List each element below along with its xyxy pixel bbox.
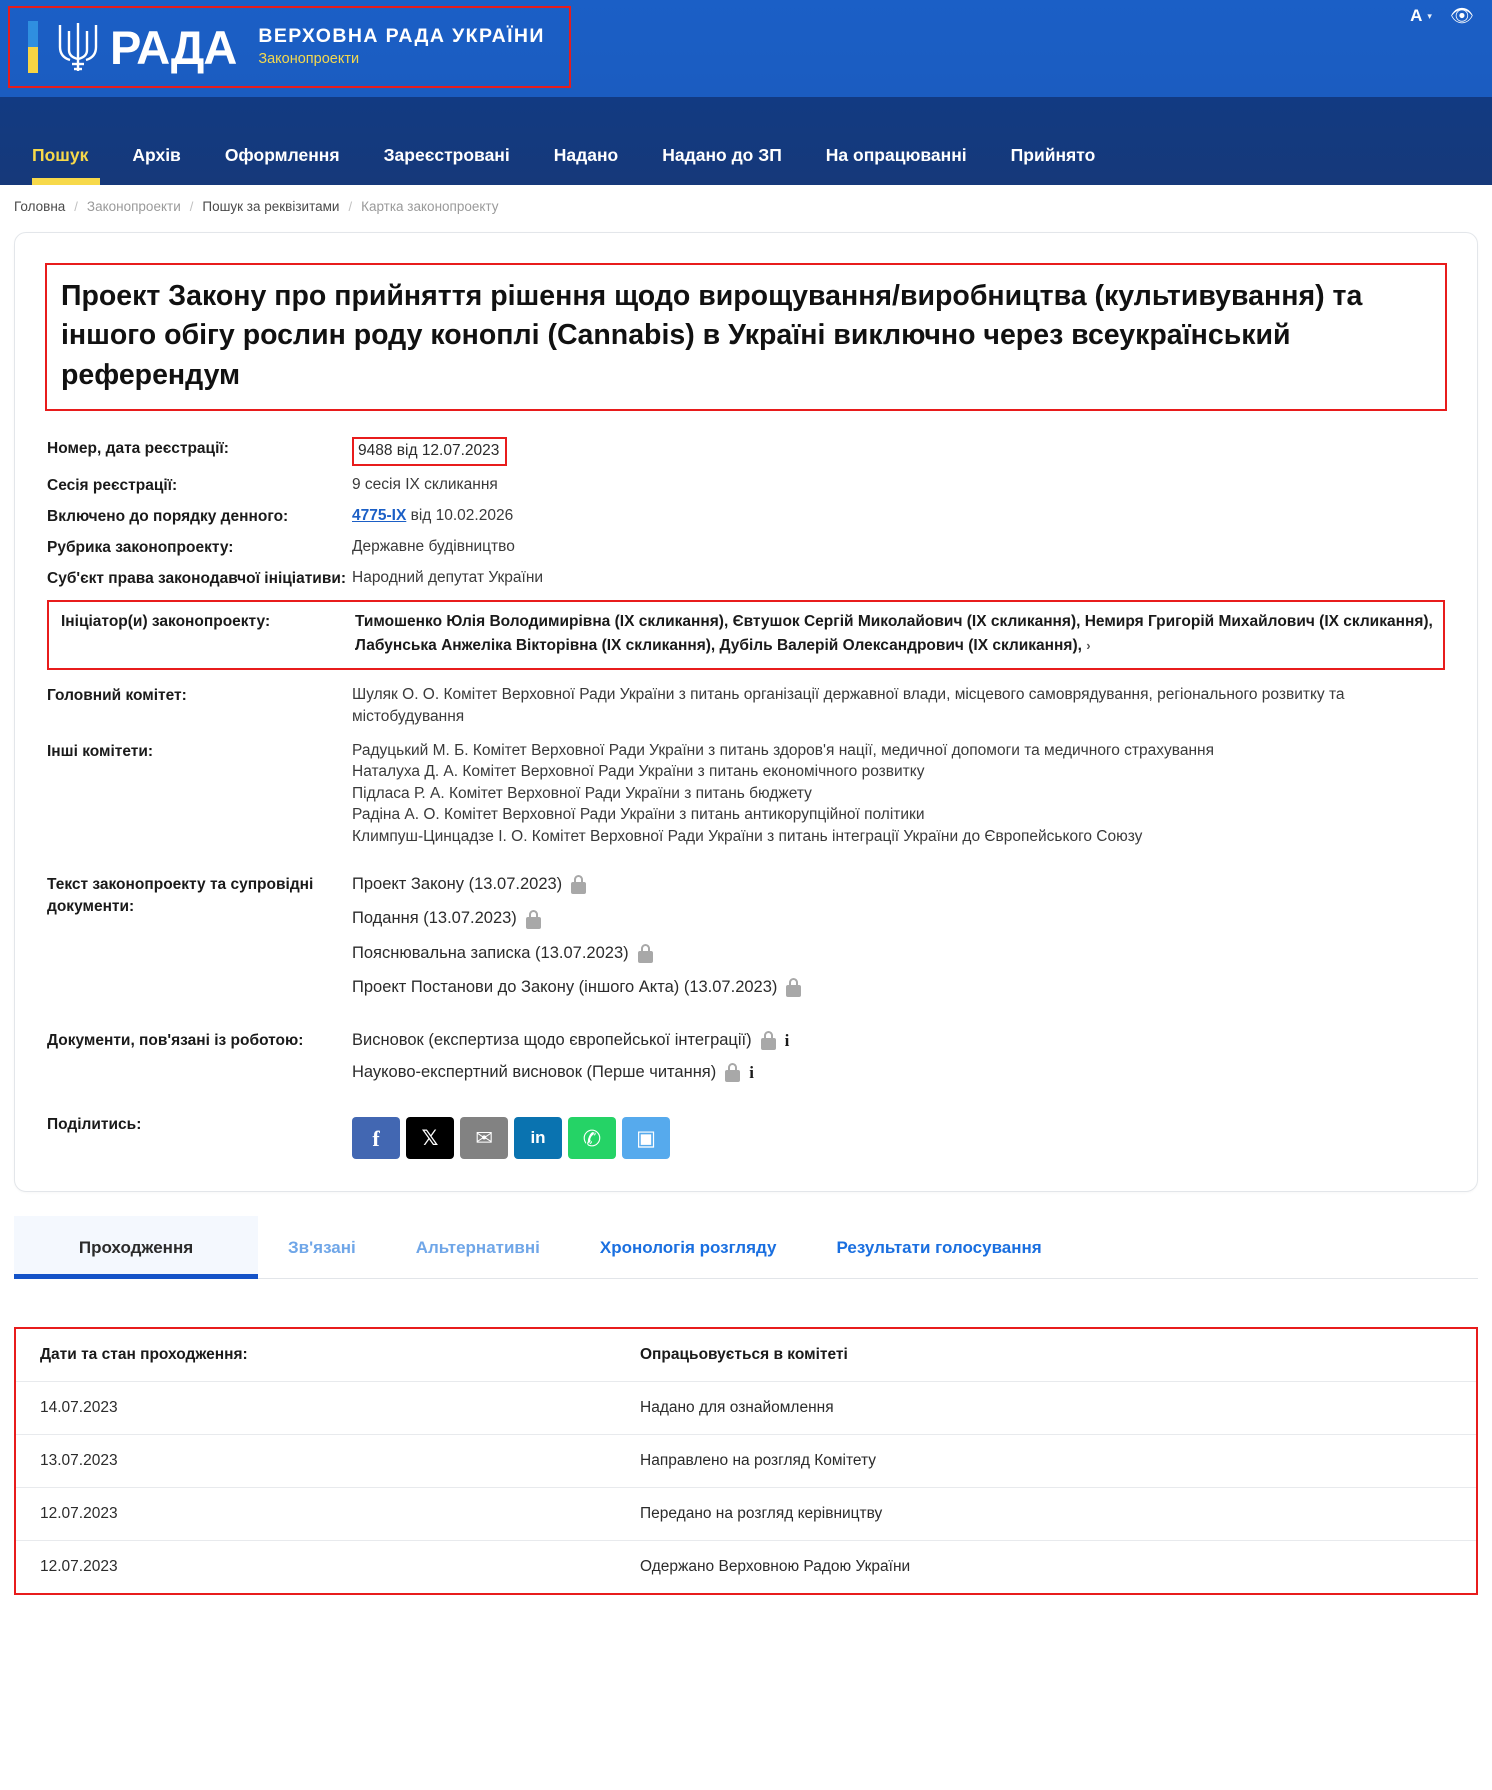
chevron-down-icon: ▾ [1427, 10, 1432, 21]
committee-item: Наталуха Д. А. Комітет Верховної Ради України з питань економічного розвитку [352, 763, 925, 781]
document-label: Подання (13.07.2023) [352, 909, 517, 928]
document-label: Пояснювальна записка (13.07.2023) [352, 943, 629, 962]
table-header-dates: Дати та стан проходження: [16, 1329, 616, 1382]
field-value-session: 9 сесія IX скликання [352, 475, 498, 493]
tab-prokhodzhennia[interactable]: Проходження [14, 1216, 258, 1278]
table-row [16, 1541, 1476, 1594]
document-label: Висновок (експертиза щодо європейської інтеграції) [352, 1030, 752, 1049]
document-label: Проект Закону (13.07.2023) [352, 874, 563, 893]
nav-item-poshuk[interactable]: Пошук [22, 147, 110, 186]
breadcrumb-separator: / [189, 199, 194, 214]
brand-subtitle: Законопроекти [258, 51, 360, 68]
breadcrumb [0, 185, 1492, 226]
committee-item: Климпуш-Цинцадзе І. О. Комітет Верховної Ради України з питань інтеграції України до Європейського Союзу [352, 827, 1143, 845]
field-related-documents [47, 1029, 1445, 1094]
font-size-label: A [1410, 6, 1423, 25]
bill-fields [37, 437, 1455, 1159]
nav-item-nadano-do-zp[interactable]: Надано до ЗП [662, 144, 782, 165]
table-header-row [16, 1329, 1476, 1382]
committee-item: Радіна А. О. Комітет Верховної Ради України з питань антикорупційної політики [352, 806, 925, 824]
table-cell-date: 14.07.2023 [16, 1382, 616, 1435]
field-value-subject: Народний депутат України [352, 568, 544, 586]
document-label: Науково-експертний висновок (Перше читання) [352, 1063, 717, 1081]
field-label: Номер, дата реєстрації: [47, 439, 229, 457]
document-label: Проект Постанови до Закону (іншого Акта) (13.07.2023) [352, 978, 778, 997]
ukraine-flag-icon [28, 21, 38, 73]
lock-icon [571, 875, 586, 894]
breadcrumb-item-bills[interactable]: Законопроекти [86, 199, 181, 214]
field-number-date [47, 437, 1445, 466]
bill-tabs [14, 1216, 1478, 1279]
field-label: Ініціатор(и) законопроекту: [61, 612, 271, 630]
field-agenda [47, 505, 1445, 528]
table-cell-status: Направлено на розгляд Комітету [616, 1435, 1476, 1488]
linkedin-icon: in [530, 1128, 546, 1148]
committee-item: Радуцький М. Б. Комітет Верховної Ради України з питань здоров'я нації, медичної допомоги та медичного страхування [352, 742, 1214, 760]
facebook-icon: f [372, 1125, 380, 1151]
x-share-button[interactable] [406, 1117, 454, 1159]
field-label: Поділитись: [47, 1116, 142, 1134]
breadcrumb-separator: / [348, 199, 353, 214]
share-buttons [352, 1117, 1445, 1159]
field-value-rubric: Державне будівництво [352, 537, 515, 555]
field-label: Рубрика законопроекту: [47, 538, 234, 556]
document-item[interactable] [352, 873, 1445, 896]
field-documents [47, 873, 1445, 1011]
expand-initiators-icon[interactable]: › [1086, 638, 1091, 653]
table-row [16, 1382, 1476, 1435]
table-cell-date: 13.07.2023 [16, 1435, 616, 1488]
breadcrumb-item-home[interactable]: Головна [14, 199, 66, 214]
agenda-link[interactable]: 4775-IX [352, 506, 407, 524]
field-label: Включено до порядку денного: [47, 507, 289, 525]
breadcrumb-separator: / [74, 199, 78, 214]
field-label: Інші комітети: [47, 743, 154, 761]
qr-code-button[interactable] [622, 1117, 670, 1159]
info-icon[interactable]: i [749, 1063, 754, 1083]
tab-khronolohiia-rozghliadu[interactable]: Хронологія розгляду [599, 1238, 777, 1258]
font-size-button[interactable] [1410, 6, 1432, 26]
table-row [16, 1435, 1476, 1488]
field-initiators [47, 600, 1445, 670]
nav-item-zareiestrovani[interactable]: Зареєстровані [383, 144, 510, 165]
state-table [16, 1329, 1476, 1593]
document-item[interactable] [352, 976, 1445, 999]
breadcrumb-item-current: Картка законопроекту [361, 199, 499, 214]
accessibility-eye-icon[interactable]: 👁 [1449, 5, 1474, 27]
nav-item-pryiniato[interactable]: Прийнято [1010, 144, 1096, 165]
nav-list [0, 97, 1492, 185]
lock-icon [786, 978, 801, 997]
brand-title: ВЕРХОВНА РАДА УКРАЇНИ [258, 24, 545, 47]
x-icon: 𝕏 [421, 1126, 439, 1150]
nav-item-oformlennia[interactable]: Оформлення [224, 144, 340, 165]
header-utilities [1410, 6, 1474, 26]
field-session [47, 474, 1445, 497]
lock-icon [725, 1063, 740, 1082]
nav-item-na-opratsiuvanni[interactable]: На опрацюванні [825, 144, 967, 165]
committee-item: Підласа Р. А. Комітет Верховної Ради України з питань бюджету [352, 784, 812, 802]
table-cell-status: Одержано Верховною Радою України [640, 1558, 911, 1576]
page-title: Проект Закону про прийняття рішення щодо вирощування/виробництва (культивування) та іншого обігу рослин роду коноплі (Cannabis) в Україні виключно через всеукраїнський референдум [61, 280, 1363, 391]
field-rubric [47, 536, 1445, 559]
field-label: Документи, пов'язані із роботою: [47, 1031, 304, 1049]
site-header [0, 0, 1492, 97]
envelope-icon: ✉ [475, 1126, 493, 1150]
related-document-item[interactable] [352, 1061, 1445, 1084]
nav-item-nadano[interactable]: Надано [553, 144, 619, 165]
related-document-item[interactable] [352, 1029, 1445, 1052]
trident-coat-of-arms-icon [52, 17, 104, 77]
table-cell-date: 12.07.2023 [16, 1488, 616, 1541]
page-title-highlight [45, 263, 1447, 411]
field-label: Текст законопроекту та супровідні документи: [47, 875, 314, 915]
brand-word: РАДА [110, 20, 237, 74]
lock-icon [761, 1031, 776, 1050]
brand-logo-block[interactable] [8, 6, 571, 88]
breadcrumb-item-search[interactable]: Пошук за реквізитами [202, 199, 340, 214]
field-label: Головний комітет: [47, 687, 187, 705]
table-header-status: Опрацьовується в комітеті [616, 1329, 1476, 1382]
tab-zviazani[interactable]: Зв'язані [288, 1238, 356, 1258]
whatsapp-share-button[interactable] [568, 1117, 616, 1159]
facebook-share-button[interactable] [352, 1117, 400, 1159]
qr-code-icon: ▣ [636, 1126, 656, 1150]
field-label: Сесія реєстрації: [47, 476, 178, 494]
table-row [16, 1488, 1476, 1541]
table-cell-date: 12.07.2023 [40, 1558, 118, 1576]
state-table-highlight [14, 1327, 1478, 1595]
field-subject [47, 567, 1445, 590]
field-value-main-committee: Шуляк О. О. Комітет Верховної Ради України з питань організації державної влади, місцевого самоврядування, регіонального розвитку та містобудування [352, 686, 1345, 726]
field-value-number-date: 9488 від 12.07.2023 [352, 437, 507, 466]
nav-item-arkhiv[interactable]: Архів [132, 144, 181, 165]
field-main-committee [47, 684, 1445, 728]
linkedin-share-button[interactable] [514, 1117, 562, 1159]
bill-card [14, 232, 1478, 1192]
table-cell-status: Надано для ознайомлення [616, 1382, 1476, 1435]
table-cell-status: Передано на розгляд керівництву [616, 1488, 1476, 1541]
document-item[interactable] [352, 907, 1445, 930]
tab-rezultaty-holosuvannia[interactable]: Результати голосування [836, 1238, 1042, 1258]
tab-alternatyvni[interactable]: Альтернативні [415, 1238, 540, 1258]
field-label: Суб'єкт права законодавчої ініціативи: [47, 569, 347, 587]
document-item[interactable] [352, 942, 1445, 965]
field-value-initiators: Тимошенко Юлія Володимирівна (IX скликання), Євтушок Сергій Миколайович (IX скликання), Немиря Григорій Михайлович (IX скликання), Лабунська Анжеліка Вікторівна (IX скликання), Дубіль Валерій Олександрович (IX скликання), [355, 612, 1433, 654]
info-icon[interactable]: i [784, 1030, 790, 1050]
field-other-committees [47, 740, 1445, 847]
main-navigation [0, 97, 1492, 185]
field-share [47, 1113, 1445, 1159]
agenda-date: від 10.02.2026 [406, 506, 514, 524]
whatsapp-icon: ✆ [582, 1125, 602, 1151]
email-share-button[interactable] [460, 1117, 508, 1159]
lock-icon [526, 910, 541, 929]
lock-icon [638, 944, 653, 963]
